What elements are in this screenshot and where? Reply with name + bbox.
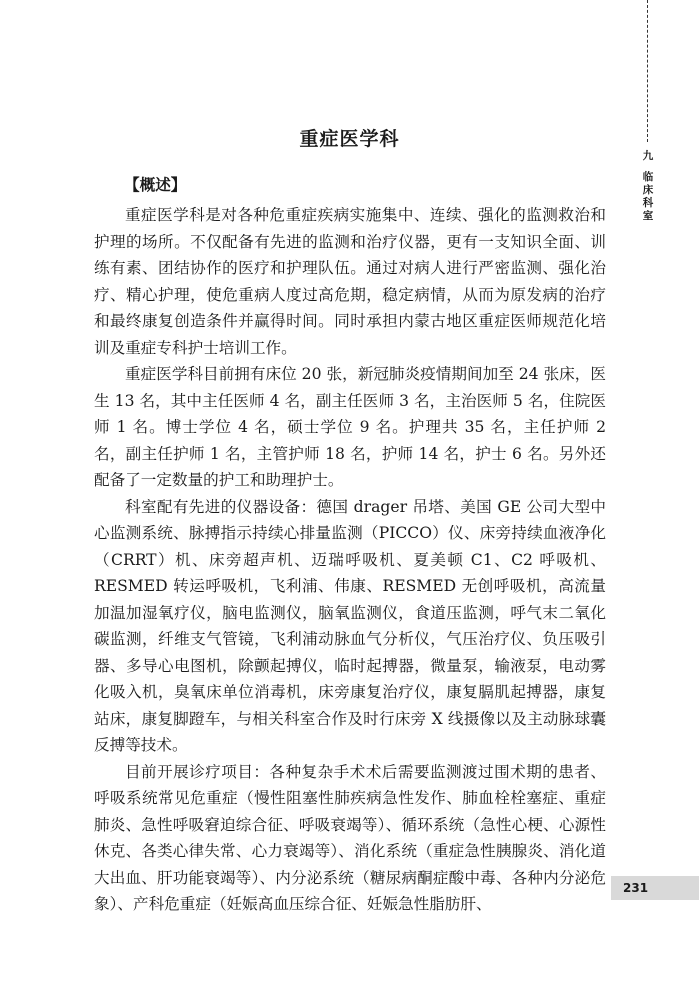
paragraph: 科室配有先进的仪器设备：德国 drager 吊塔、美国 GE 公司大型中心监测系统、脉搏指示持续心排量监测（PICCO）仪、床旁持续血液净化（CRRT）机、床旁超声机、迈瑞呼吸机、夏美顿 C1、C2 呼吸机、RESMED 转运呼吸机，飞利浦、伟康、RESMED 无创呼吸机，高流量加温加湿氧疗仪，脑电监测仪，脑氧监测仪，食道压监测，呼气末二氧化碳监测，纤维支气管镜，飞利浦动脉血气分析仪，气压治疗仪、负压吸引器、多导心电图机，除颤起搏仪，临时起搏器，微量泵，输液泵，电动雾化吸入机，臭氧床单位消毒机，床旁康复治疗仪，康复膈肌起搏器，康复站床，康复脚蹬车，与相关科室合作及时行床旁 X 线摄像以及主动脉球囊反搏等技术。	[94, 497, 606, 754]
body-text	[94, 172, 606, 918]
chapter-number: 九	[642, 150, 654, 162]
chapter-char: 床	[642, 184, 654, 196]
page-title: 重症医学科	[299, 128, 400, 150]
chapter-char: 临	[642, 171, 654, 183]
chapter-char: 科	[642, 197, 654, 209]
section-heading: 【概述】	[124, 176, 187, 194]
side-dashed-rule	[647, 0, 648, 142]
chapter-char: 室	[642, 210, 654, 222]
paragraph: 重症医学科是对各种危重症疾病实施集中、连续、强化的监测救治和护理的场所。不仅配备有先进的监测和治疗仪器，更有一支知识全面、训练有素、团结协作的医疗和护理队伍。通过对病人进行严密监测、强化治疗、精心护理，使危重病人度过高危期，稳定病情，从而为原发病的治疗和最终康复创造条件并赢得时间。同时承担内蒙古地区重症医师规范化培训及重症专科护士培训工作。	[94, 206, 606, 357]
paragraph: 重症医学科目前拥有床位 20 张，新冠肺炎疫情期间加至 24 张床，医生 13 名，其中主任医师 4 名，副主任医师 3 名，主治医师 5 名，住院医师 1 名。博士学位 4 名，硕士学位 9 名。护理共 35 名，主任护师 2 名，副主任护师 1 名，主管护师 18 名，护师 14 名，护士 6 名。另外还配备了一定数量的护工和助理护士。	[94, 365, 606, 489]
chapter-side-tab	[641, 150, 655, 223]
page-number: 231	[611, 876, 699, 900]
paragraph: 目前开展诊疗项目：各种复杂手术术后需要监测渡过围术期的患者、呼吸系统常见危重症（慢性阻塞性肺疾病急性发作、肺血栓栓塞症、重症肺炎、急性呼吸窘迫综合征、呼吸衰竭等）、循环系统（急性心梗、心源性休克、各类心律失常、心力衰竭等）、消化系统（重症急性胰腺炎、消化道大出血、肝功能衰竭等）、内分泌系统（糖尿病酮症酸中毒、各种内分泌危象）、产科危重症（妊娠高血压综合征、妊娠急性脂肪肝、	[94, 762, 606, 913]
